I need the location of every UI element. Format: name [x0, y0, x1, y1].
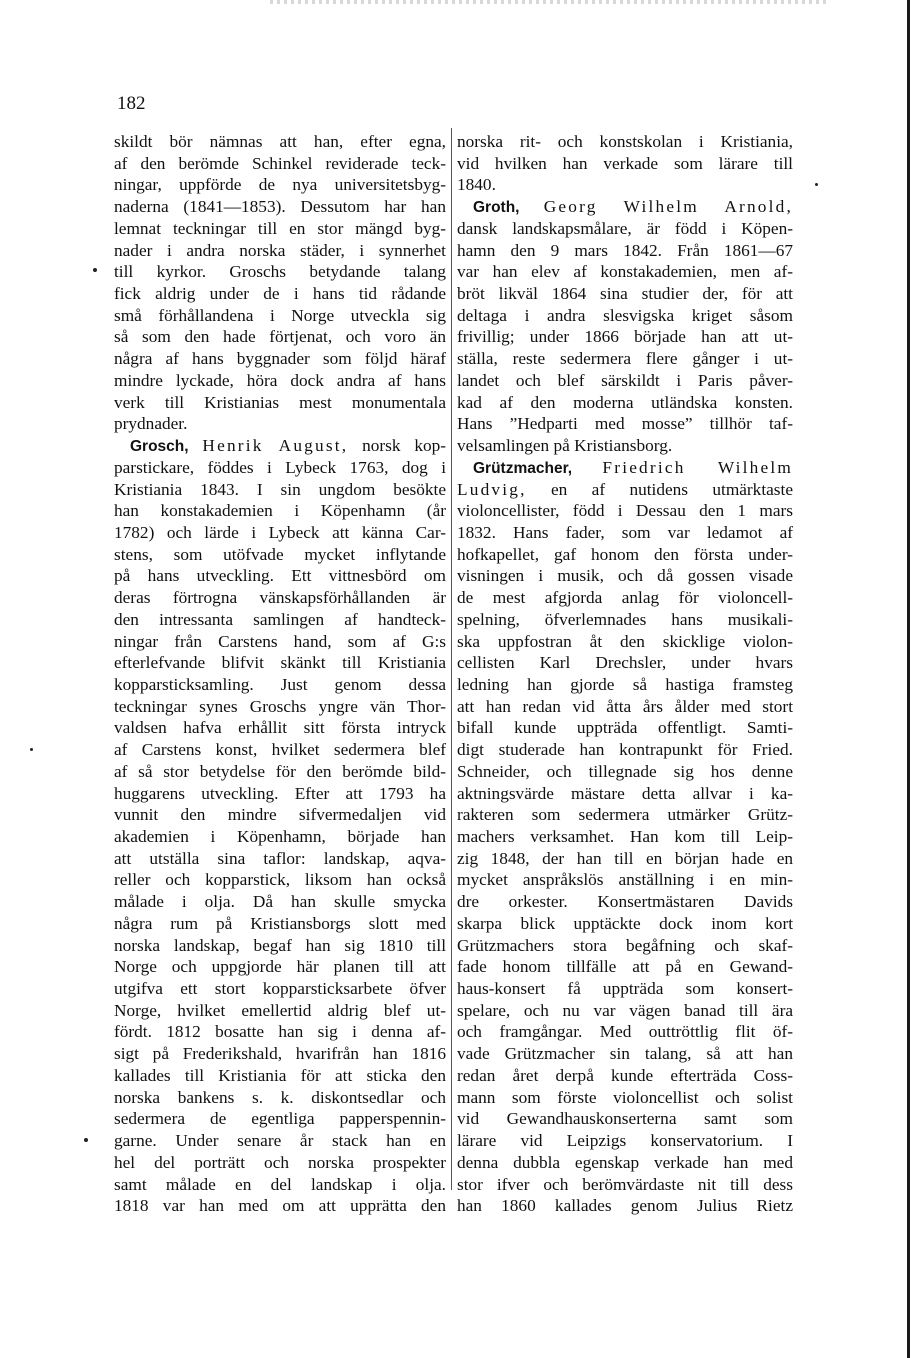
line-text: kallades till Kristiania för att sticka den: [114, 1065, 446, 1085]
text-line: [114, 652, 446, 674]
line-text: kopparsticksamling. Just genom dessa: [114, 674, 446, 694]
text-line: [457, 305, 793, 327]
text-line: [114, 609, 446, 631]
line-text: var han elev af konstakademien, men af-: [457, 262, 793, 282]
line-text: zig 1848, der han till en början hade en: [457, 848, 793, 868]
text-line: [114, 370, 446, 392]
line-text: denna dubbla egenskap verkade han med: [457, 1152, 793, 1172]
line-text: några rum på Kristiansborgs slott med: [114, 913, 446, 933]
line-text: garne. Under senare år stack han en: [114, 1131, 446, 1151]
text-line: [457, 1130, 793, 1152]
text-line: [457, 174, 793, 196]
text-line: [114, 174, 446, 196]
line-text: den intressanta samlingen af handteck-: [114, 609, 446, 629]
line-text: akademien i Köpenhamn, började han: [114, 827, 446, 846]
line-text: att utställa sina taflor: landskap, aqva-: [114, 848, 446, 868]
line-text: violoncellister, född i Dessau den 1 mars: [457, 501, 793, 521]
text-line: [114, 305, 446, 327]
line-text: machers verksamhet. Han kom till Leip-: [457, 827, 793, 846]
line-text: vunnit den mindre sifvermedaljen vid: [114, 805, 446, 825]
text-line: [114, 913, 446, 935]
text-line: [114, 283, 446, 305]
page-number: 182: [117, 93, 146, 114]
line-text: lärare vid Leipzigs konservatorium. I: [457, 1131, 793, 1151]
entry-given-names: Henrik August,: [202, 436, 349, 456]
line-text: norska landskap, begaf han sig 1810 till: [114, 935, 446, 955]
line-text: mycket anspråkslös anställning i en min-: [457, 870, 793, 890]
text-line: [114, 587, 446, 609]
text-line: [457, 1065, 793, 1087]
text-line: [114, 935, 446, 957]
text-line: [114, 392, 446, 414]
text-line: [114, 1108, 446, 1130]
column-divider: [451, 128, 452, 1190]
line-text: bröt likväl 1864 sina studier der, för att: [457, 284, 793, 304]
line-text: lemnat teckningar till en stor mängd byg-: [114, 218, 446, 238]
text-line: [457, 848, 793, 870]
line-text: visningen i musik, och då gossen visade: [457, 566, 793, 586]
text-line: [114, 348, 446, 370]
text-line: [457, 435, 793, 457]
entry-headword: Grützmacher,: [473, 459, 573, 477]
line-text: fade honom tillfälle att på en Gewand-: [457, 957, 793, 977]
text-line: [114, 1043, 446, 1065]
text-line: [457, 1000, 793, 1022]
line-text: till kyrkor. Groschs betydande talang: [114, 262, 446, 282]
line-text: efterlefvande blifvit skänkt till Kristiania: [114, 653, 446, 673]
line-text: målade i olja. Då han skulle smycka: [114, 892, 446, 912]
line-text: 1782) och lärde i Lybeck att känna Car-: [114, 522, 446, 542]
line-text: hel del porträtt och norska prospekter: [114, 1152, 446, 1172]
text-line: [457, 1021, 793, 1043]
text-line: [114, 131, 446, 153]
text-line: [114, 826, 446, 848]
text-line: [114, 804, 446, 826]
entry-given-names: Georg Wilhelm Arnold,: [543, 197, 793, 217]
line-text: huggarens utveckling. Efter att 1793 ha: [114, 783, 446, 803]
entry-headword: Groth,: [473, 199, 520, 217]
text-line: [114, 739, 446, 761]
text-line: [457, 565, 793, 587]
text-line: [457, 370, 793, 392]
text-line: [114, 696, 446, 718]
text-line: [114, 1130, 446, 1152]
text-line: [457, 739, 793, 761]
line-text: spelare, och nu var vägen banad till ära: [457, 1000, 793, 1020]
line-text: 1832. Hans fader, som var ledamot af: [457, 522, 793, 542]
text-line: [114, 240, 446, 262]
line-text: reller och kopparstick, liksom han också: [114, 870, 446, 890]
text-line: [114, 761, 446, 783]
text-line: [457, 500, 793, 522]
text-line: [114, 631, 446, 653]
speck-mark: [93, 268, 97, 272]
line-text: på hans utveckling. Ett vittnesbörd om: [114, 566, 446, 586]
page-edge-border: [907, 0, 910, 1358]
text-line: [457, 457, 793, 479]
line-text: Hans ”Hedparti med mosse” tillhör taf-: [457, 414, 793, 434]
text-line: [114, 848, 446, 870]
text-line: [114, 196, 446, 218]
text-line: [114, 783, 446, 805]
line-text: naderna (1841—1853). Dessutom har han: [114, 197, 446, 217]
text-line: [457, 1043, 793, 1065]
text-line: [457, 283, 793, 305]
entry-given-names: Friedrich Wilhelm: [602, 457, 793, 477]
speck-mark: [815, 183, 818, 186]
line-text: dre orkester. Konsertmästaren Davids: [457, 892, 793, 912]
text-line: [114, 479, 446, 501]
text-line: [114, 435, 446, 457]
line-text: Schneider, och tillegnade sig hos denne: [457, 761, 793, 781]
line-text: utgifva ett stort kopparsticksarbete öfver: [114, 979, 446, 999]
text-line: [457, 1087, 793, 1109]
left-text-column: [114, 131, 446, 1217]
line-text: velsamlingen på Kristiansborg.: [457, 436, 673, 456]
line-text: Norge och uppgjorde här planen till att: [114, 957, 446, 977]
line-text: kad af den moderna utländska konsten.: [457, 392, 793, 412]
text-line: [114, 544, 446, 566]
text-line: [114, 153, 446, 175]
line-text: Kristiania 1843. I sin ungdom besökte: [114, 479, 446, 499]
text-line: [457, 1108, 793, 1130]
text-line: [457, 392, 793, 414]
line-text: nader i andra norska städer, i synnerhet: [114, 240, 446, 260]
line-text: valdsen hafva erhållit sitt första intryck: [114, 718, 446, 738]
line-text: 1818 var han med om att upprätta den: [114, 1196, 446, 1216]
text-line: [457, 652, 793, 674]
line-text: norska rit- och konstskolan i Kristiania,: [457, 132, 793, 151]
text-line: [114, 956, 446, 978]
line-text: redan året derpå kunde efterträda Coss-: [457, 1065, 793, 1085]
line-text: verk till Kristianias mest monumentala: [114, 392, 446, 412]
line-text: teckningar synes Groschs yngre vän Thor-: [114, 696, 446, 716]
text-line: [457, 240, 793, 262]
line-text: han 1860 kallades genom Julius Rietz: [457, 1196, 793, 1216]
line-text: samt målade en del landskap i olja.: [114, 1174, 446, 1194]
text-line: [114, 218, 446, 240]
line-text: så som den hade förtjenat, och voro än: [114, 327, 446, 347]
line-text: Grützmachers stora begåfning och skaf-: [457, 935, 793, 955]
text-line: [457, 609, 793, 631]
entry-given-names: Ludvig,: [457, 479, 527, 499]
text-line: [114, 717, 446, 739]
line-text: landet och blef särskildt i Paris påver-: [457, 370, 793, 390]
text-line: [457, 1152, 793, 1174]
text-line: [457, 1174, 793, 1196]
line-text: fördt. 1812 bosatte han sig i denna af-: [114, 1022, 446, 1042]
text-line: [457, 131, 793, 153]
text-line: [114, 1087, 446, 1109]
text-line: [457, 804, 793, 826]
line-text: mann som förste violoncellist och solist: [457, 1087, 793, 1107]
speck-mark: [84, 1138, 88, 1142]
line-text: stens, som utöfvade mycket inflytande: [114, 544, 446, 564]
line-text: hamn den 9 mars 1842. Från 1861—67: [457, 240, 793, 260]
line-text: och framgångar. Med outtröttlig flit öf-: [457, 1022, 793, 1042]
line-text: sedermera de egentliga papperspennin-: [114, 1109, 446, 1129]
scan-edge-artifact: [270, 0, 830, 4]
text-line: [457, 587, 793, 609]
text-line: [457, 696, 793, 718]
line-text: de mest afgjorda anlag för violoncell-: [457, 588, 793, 608]
text-line: [114, 500, 446, 522]
text-line: [114, 565, 446, 587]
line-text: skildt bör nämnas att han, efter egna,: [114, 132, 446, 151]
text-line: [114, 1065, 446, 1087]
line-text: prydnader.: [114, 414, 188, 434]
line-text: ställa, reste sedermera flere gånger i ut-: [457, 349, 793, 369]
line-text: en af nutidens utmärktaste: [526, 479, 793, 499]
text-line: [457, 761, 793, 783]
text-line: [457, 956, 793, 978]
text-line: [457, 544, 793, 566]
line-text: hofkapellet, gaf honom den första under-: [457, 544, 793, 564]
text-line: [114, 522, 446, 544]
line-text: ningar från Carstens hand, som af G:s: [114, 631, 446, 651]
text-line: [457, 326, 793, 348]
text-line: [114, 1174, 446, 1196]
line-text: några af hans byggnader som följd häraf: [114, 349, 446, 369]
line-text: digt studerade han kontrapunkt för Fried.: [457, 740, 793, 760]
text-line: [457, 479, 793, 501]
text-line: [114, 1152, 446, 1174]
text-line: [457, 935, 793, 957]
text-line: [114, 674, 446, 696]
text-line: [457, 869, 793, 891]
line-text: vid hvilken han verkade som lärare till: [457, 153, 793, 173]
text-line: [114, 869, 446, 891]
line-text: af så stor betydelse för den berömde bild-: [114, 761, 446, 781]
line-text: aktningsvärde mästare detta allvar i ka-: [457, 783, 793, 803]
text-line: [457, 631, 793, 653]
line-text: fick aldrig under de i hans tid rådande: [114, 284, 446, 304]
text-line: [457, 153, 793, 175]
text-line: [114, 1000, 446, 1022]
line-text: norsk kop-: [348, 436, 446, 456]
text-line: [457, 218, 793, 240]
text-line: [457, 717, 793, 739]
text-line: [457, 196, 793, 218]
text-line: [457, 674, 793, 696]
text-line: [457, 913, 793, 935]
line-text: 1840.: [457, 175, 496, 195]
text-line: [114, 326, 446, 348]
text-line: [457, 826, 793, 848]
line-text: ledning han gjorde så hastiga framsteg: [457, 674, 793, 694]
line-text: bifall kunde uppträda offentligt. Samti-: [457, 718, 793, 738]
line-text: mindre lyckade, höra dock andra af hans: [114, 370, 446, 390]
text-line: [457, 413, 793, 435]
line-text: deltaga i andra slesvigska kriget såsom: [457, 305, 793, 325]
text-line: [114, 1195, 446, 1217]
line-text: sigt på Frederikshald, hvarifrån han 1816: [114, 1044, 446, 1064]
text-line: [114, 261, 446, 283]
line-text: spelning, öfverlemnades hans musikali-: [457, 609, 793, 629]
line-text: cellisten Karl Drechsler, under hvars: [457, 653, 793, 673]
text-line: [457, 348, 793, 370]
text-line: [457, 891, 793, 913]
entry-headword: Grosch,: [130, 438, 189, 456]
text-line: [457, 522, 793, 544]
line-text: stor ifver och berömvärdaste nit till dess: [457, 1174, 793, 1194]
line-text: vade Grützmacher sin talang, så att han: [457, 1044, 793, 1064]
text-line: [114, 457, 446, 479]
line-text: ningar, uppförde de nya universitetsbyg-: [114, 175, 446, 195]
line-text: han konstakademien i Köpenhamn (år: [114, 501, 446, 521]
line-text: Norge, hvilket emellertid aldrig blef ut-: [114, 1000, 446, 1020]
text-line: [457, 1195, 793, 1217]
text-line: [457, 261, 793, 283]
line-text: deras förtrogna vänskapsförhållanden är: [114, 588, 446, 608]
line-text: haus-konsert få uppträda som konsert-: [457, 979, 793, 999]
line-text: af den berömde Schinkel reviderade teck-: [114, 153, 446, 173]
line-text: af Carstens konst, hvilket sedermera blef: [114, 740, 446, 760]
speck-mark: [30, 748, 33, 751]
text-line: [457, 783, 793, 805]
text-line: [114, 978, 446, 1000]
line-text: parstickare, föddes i Lybeck 1763, dog i: [114, 457, 446, 477]
line-text: vid Gewandhauskonserterna samt som: [457, 1109, 793, 1129]
line-text: rakteren som sedermera utmärker Grütz-: [457, 805, 793, 825]
line-text: norska bankens s. k. diskontsedlar och: [114, 1087, 446, 1107]
text-line: [114, 1021, 446, 1043]
text-line: [114, 891, 446, 913]
line-text: frivillig; under 1866 började han att ut-: [457, 327, 793, 347]
text-line: [457, 978, 793, 1000]
text-line: [114, 413, 446, 435]
line-text: skarpa blick upptäckte dock inom kort: [457, 913, 793, 933]
right-text-column: [457, 131, 793, 1217]
line-text: dansk landskapsmålare, är född i Köpen-: [457, 218, 793, 238]
line-text: att han redan vid åtta års ålder med stort: [457, 696, 793, 716]
line-text: små förhållandena i Norge utveckla sig: [114, 305, 446, 325]
line-text: ska uppfostran åt den skicklige violon-: [457, 631, 793, 651]
